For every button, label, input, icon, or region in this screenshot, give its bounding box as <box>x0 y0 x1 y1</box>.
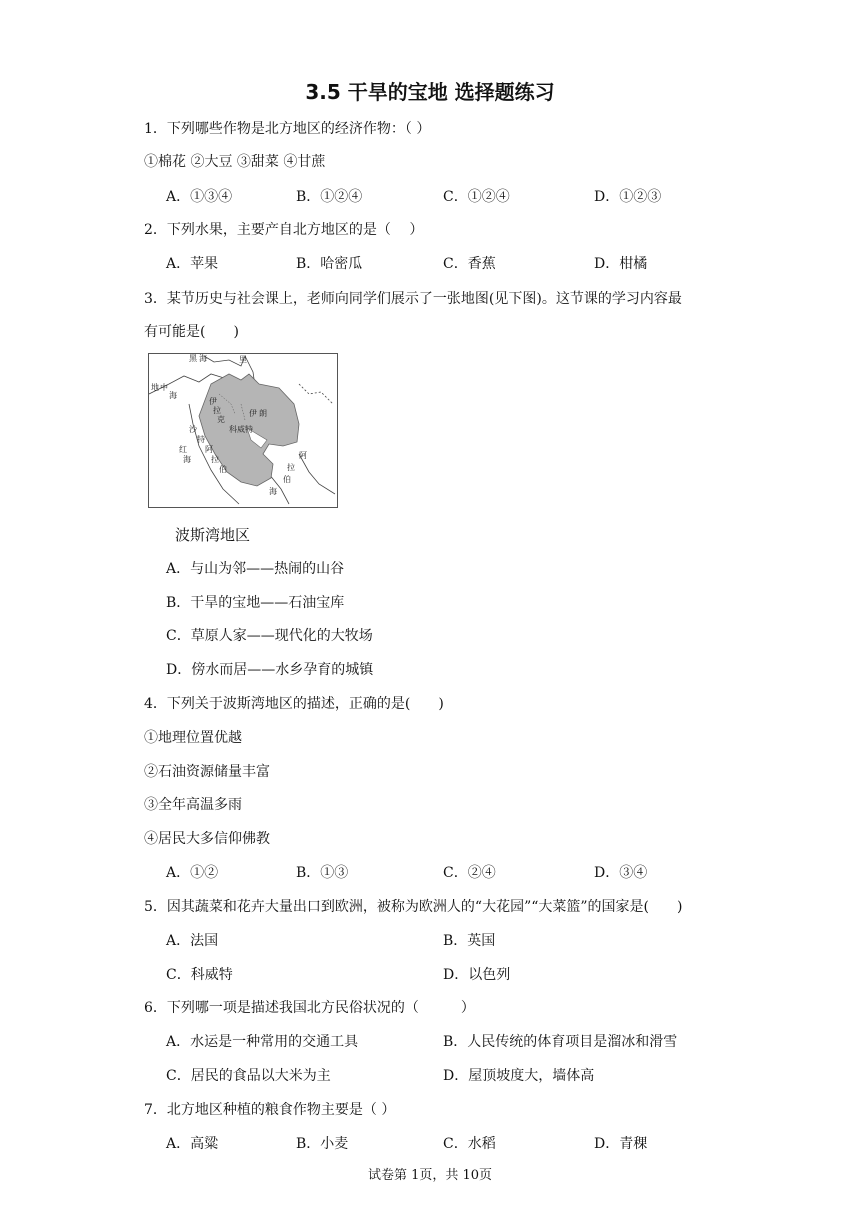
question-5-option-a: A．法国 <box>166 933 219 949</box>
question-7-option-a: A．高粱 <box>166 1136 219 1152</box>
question-1-stem: 1．下列哪些作物是北方地区的经济作物：（ ） <box>144 121 431 137</box>
map-label-med-1: 地 <box>151 383 159 392</box>
map-label-arabian-sea-4: 海 <box>269 487 277 496</box>
question-5-option-d: D．以色列 <box>443 967 511 983</box>
map-label-arabian-sea-1: 阿 <box>299 451 307 460</box>
map-label-arabian-sea-3: 伯 <box>283 475 291 484</box>
question-7-option-d: D．青稞 <box>594 1136 648 1152</box>
map-label-red-sea-2: 海 <box>183 455 191 464</box>
map-label-med-3: 海 <box>169 391 177 400</box>
map-label-black-sea-1: 黑 <box>189 354 197 363</box>
question-6-option-b: B．人民传统的体育项目是溜冰和滑雪 <box>443 1034 678 1050</box>
map-label-iraq-2: 拉 <box>213 406 221 415</box>
map-label-saudi-2: 特 <box>197 435 205 444</box>
question-2-option-c: C．香蕉 <box>443 256 496 272</box>
question-1-option-b: B．①②④ <box>296 189 363 205</box>
question-1-option-a: A．①③④ <box>166 189 233 205</box>
map-label-arabian-sea-2: 拉 <box>287 463 295 472</box>
question-1-option-c: C．①②④ <box>443 189 510 205</box>
question-4-item-3: ③全年高温多雨 <box>144 797 242 813</box>
map-label-saudi-5: 伯 <box>219 465 227 474</box>
map-label-med-2: 中 <box>160 383 168 392</box>
question-4-item-1: ①地理位置优越 <box>144 730 242 746</box>
map-label-black-sea-2: 海 <box>199 354 207 363</box>
question-4-option-b: B．①③ <box>296 865 349 881</box>
question-2-option-b: B．哈密瓜 <box>296 256 363 272</box>
question-4-option-c: C．②④ <box>443 865 496 881</box>
map-label-saudi-3: 阿 <box>205 445 213 454</box>
question-6-option-d: D．屋顶坡度大，墙体高 <box>443 1068 595 1084</box>
map-label-kuwait: 科威特 <box>229 425 253 434</box>
question-3-option-d: D．傍水而居——水乡孕育的城镇 <box>166 662 374 678</box>
question-3-stem-line1: 3．某节历史与社会课上，老师向同学们展示了一张地图(见下图)。这节课的学习内容最 <box>144 291 682 307</box>
page-footer: 试卷第 1页，共 10页 <box>367 1168 493 1183</box>
page-title: 3.5 干旱的宝地 选择题练习 <box>305 80 555 104</box>
map-label-iran-1: 伊 <box>249 409 257 418</box>
question-5-stem: 5．因其蔬菜和花卉大量出口到欧洲，被称为欧洲人的“大花园”“大菜篮”的国家是( ) <box>144 899 683 915</box>
question-4-item-2: ②石油资源储量丰富 <box>144 764 270 780</box>
question-4-option-a: A．①② <box>166 865 219 881</box>
question-7-stem: 7．北方地区种植的粮食作物主要是（ ） <box>144 1102 396 1118</box>
question-3-option-b: B．干旱的宝地——石油宝库 <box>166 595 345 611</box>
map-caption: 波斯湾地区 <box>175 526 251 544</box>
question-7-option-c: C．水稻 <box>443 1136 496 1152</box>
question-1-option-d: D．①②③ <box>594 189 662 205</box>
map-label-iraq-1: 伊 <box>209 397 217 406</box>
question-3-option-c: C．草原人家——现代化的大牧场 <box>166 628 373 644</box>
question-2-stem: 2．下列水果，主要产自北方地区的是（ ） <box>144 222 424 238</box>
question-3-option-a: A．与山为邻——热闹的山谷 <box>166 561 345 577</box>
map-label-saudi-4: 拉 <box>211 455 219 464</box>
question-1-items: ①棉花 ②大豆 ③甜菜 ④甘蔗 <box>144 154 326 170</box>
question-2-option-d: D．柑橘 <box>594 256 648 272</box>
map-label-iran-2: 朗 <box>259 409 267 418</box>
question-4-item-4: ④居民大多信仰佛教 <box>144 831 270 847</box>
map-label-red-sea-1: 红 <box>179 445 187 454</box>
map-label-saudi-1: 沙 <box>189 425 197 434</box>
question-5-option-c: C．科威特 <box>166 967 233 983</box>
question-3-stem-line2: 有可能是( ) <box>144 324 239 340</box>
question-5-option-b: B．英国 <box>443 933 496 949</box>
map-label-iraq-3: 克 <box>217 415 225 424</box>
question-6-option-c: C．居民的食品以大米为主 <box>166 1068 331 1084</box>
persian-gulf-map-drawing <box>149 354 337 507</box>
question-2-option-a: A．苹果 <box>166 256 219 272</box>
question-4-option-d: D．③④ <box>594 865 648 881</box>
question-7-option-b: B．小麦 <box>296 1136 349 1152</box>
question-6-stem: 6．下列哪一项是描述我国北方民俗状况的（ ） <box>144 1000 475 1016</box>
map-label-caspian-1: 里 <box>239 355 247 364</box>
question-6-option-a: A．水运是一种常用的交通工具 <box>166 1034 359 1050</box>
question-4-stem: 4．下列关于波斯湾地区的描述，正确的是( ) <box>144 696 444 712</box>
persian-gulf-map <box>148 353 338 508</box>
